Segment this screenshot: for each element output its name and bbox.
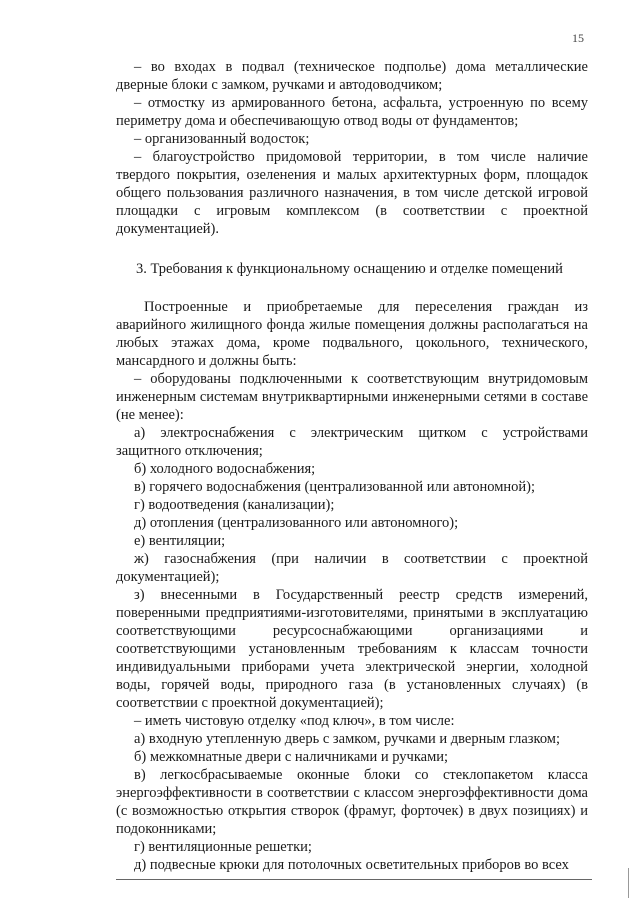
list-item: г) водоотведения (канализации);	[134, 497, 335, 513]
list-item: д) подвесные крюки для потолочных осветительных приборов во всех	[134, 857, 569, 873]
paragraph: – иметь чистовую отделку «под ключ», в том числе:	[134, 713, 455, 729]
paragraph: – во входах в подвал (техническое подполье) дома металлические дверные блоки с замком, ручками и автодоводчиком;	[116, 59, 588, 93]
page-number: 15	[572, 31, 584, 45]
list-item: г) вентиляционные решетки;	[134, 839, 312, 855]
scan-edge-line	[628, 868, 629, 898]
list-item: д) отопления (централизованного или автономного);	[134, 515, 459, 531]
paragraph: – организованный водосток;	[134, 131, 310, 147]
list-item: б) межкомнатные двери с наличниками и ручками;	[134, 749, 449, 765]
document-body	[116, 58, 588, 874]
list-item: б) холодного водоснабжения;	[134, 461, 316, 477]
paragraph: – оборудованы подключенными к соответствующим внутридомовым инженерным системам внутриквартирными инженерными сетями в составе (не менее):	[116, 371, 588, 423]
list-item: а) входную утепленную дверь с замком, ручками и дверным глазком;	[134, 731, 560, 747]
footer-rule	[116, 879, 592, 880]
list-item: в) легкосбрасываемые оконные блоки со стеклопакетом класса энергоэффективности в соответствии с классом энергоэффективности дома (с возможностью открытия створок (фрамуг, форточек) в двух позициях) и подоконниками;	[116, 767, 588, 837]
list-item: в) горячего водоснабжения (централизованной или автономной);	[134, 479, 536, 495]
list-item: ж) газоснабжения (при наличии в соответствии с проектной документацией);	[116, 551, 588, 585]
section-heading: 3. Требования к функциональному оснащению и отделке помещений	[136, 261, 563, 277]
list-item: з) внесенными в Государственный реестр средств измерений, поверенными предприятиями-изготовителями, принятыми в эксплуатацию соответствующими ресурсоснабжающими организациями и соответствующими установленным требованиям к классам точности индивидуальными приборами учета электрической энергии, холодной воды, горячей воды, природного газа (в установленных случаях) (в соответствии с проектной документацией);	[116, 587, 588, 711]
paragraph: Построенные и приобретаемые для переселения граждан из аварийного жилищного фонда жилые помещения должны располагаться на любых этажах дома, кроме подвального, цокольного, технического, мансардного и должны быть:	[116, 299, 588, 369]
list-item: а) электроснабжения с электрическим щитком с устройствами защитного отключения;	[116, 425, 588, 459]
list-item: е) вентиляции;	[134, 533, 226, 549]
paragraph: – отмостку из армированного бетона, асфальта, устроенную по всему периметру дома и обеспечивающую отвод воды от фундаментов;	[116, 95, 588, 129]
paragraph: – благоустройство придомовой территории, в том числе наличие твердого покрытия, озеленения и малых архитектурных форм, площадок общего пользования различного назначения, в том числе детской игровой площадки с игровым комплексом (в соответствии с проектной документацией).	[116, 149, 588, 237]
